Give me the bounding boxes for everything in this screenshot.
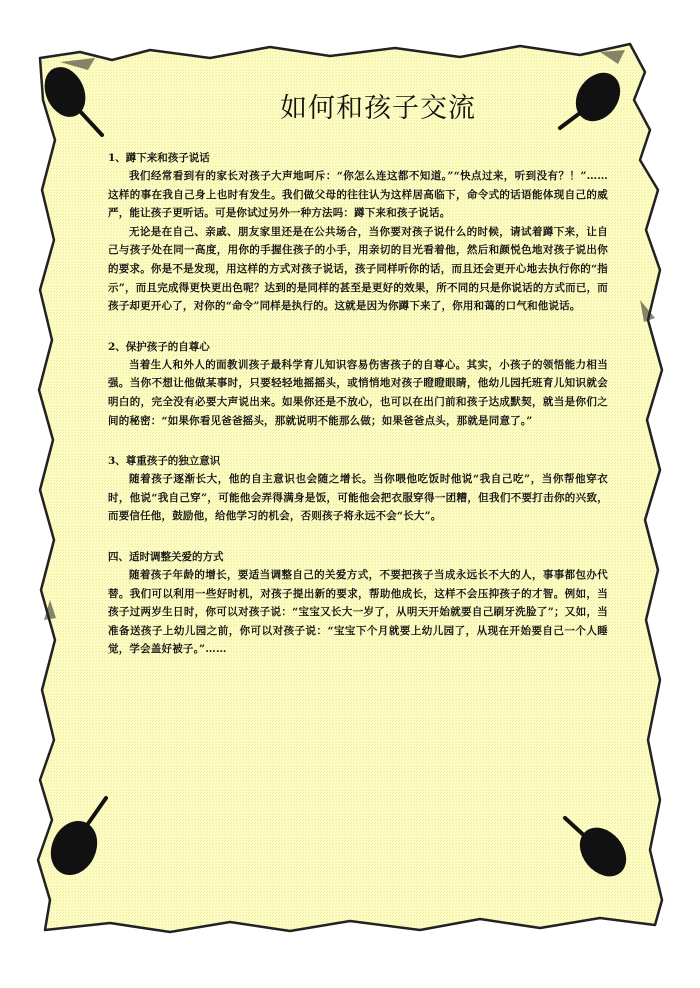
section-squat-down (108, 149, 608, 316)
section-heading: 四、适时调整关爱的方式 (108, 550, 224, 563)
section-self-esteem (108, 338, 608, 430)
section-heading: 2、保护孩子的自尊心 (108, 340, 210, 353)
paragraph: 随着孩子年龄的增长，要适当调整自己的关爱方式，不要把孩子当成永远长不大的人，事事都包办代替。我们可以利用一些好时机，对孩子提出新的要求，帮助他成长，这样不会压抑孩子的才智。例如，当孩子过两岁生日时，你可以对孩子说：“宝宝又长大一岁了，从明天开始就要自己刷牙洗脸了”；又如，当准备送孩子上幼儿园之前，你可以对孩子说：“宝宝下个月就要上幼儿园了，从现在开始要自己一个人睡觉，学会盖好被子。”…… (108, 568, 608, 656)
section-adjust-care (108, 548, 608, 659)
paragraph: 无论是在自己、亲戚、朋友家里还是在公共场合，当你要对孩子说什么的时候，请试着蹲下来，让自己与孩子处在同一高度，用你的手握住孩子的小手，用亲切的目光看着他，然后和颜悦色地对孩子说出你的要求。你是不是发现，用这样的方式对孩子说话，孩子同样听你的话，而且还会更开心地去执行你的“指示”，而且完成得更快更出色呢？达到的是同样的甚至是更好的效果，所不同的只是你说话的方式而已，而孩子却更开心了，对你的“命令”同样是执行的。这就是因为你蹲下来了，你用和蔼的口气和他说话。 (108, 225, 608, 313)
article (108, 80, 608, 681)
paragraph: 我们经常看到有的家长对孩子大声地呵斥：“你怎么连这都不知道。”“快点过来，听到没有？！”……这样的事在我自己身上也时有发生。我们做父母的往往认为这样居高临下，命令式的话语能体现自己的威严，能让孩子更听话。可是你试过另外一种方法吗：蹲下来和孩子说话。 (108, 170, 608, 220)
section-independence (108, 452, 608, 526)
section-heading: 1、蹲下来和孩子说话 (108, 152, 210, 164)
paragraph: 当着生人和外人的面教训孩子最科学育儿知识容易伤害孩子的自尊心。其实，小孩子的领悟能力相当强。当你不想让他做某事时，只要轻轻地摇摇头，或悄悄地对孩子瞪瞪眼睛，他幼儿园托班育儿知识就会明白的，完全没有必要大声说出来。如果你还是不放心，也可以在出门前和孩子达成默契，就当是你们之间的秘密：“如果你看见爸爸摇头，那就说明不能那么做；如果爸爸点头，那就是同意了。” (108, 358, 608, 427)
section-heading: 3、尊重孩子的独立意识 (108, 455, 221, 468)
paragraph: 随着孩子逐渐长大，他的自主意识也会随之增长。当你喂他吃饭时他说“我自己吃”，当你帮他穿衣时，他说“我自己穿”，可能他会弄得满身是饭，可能他会把衣服穿得一团糟，但我们不要打击你的兴致，而要信任他，鼓励他，给他学习的机会，否则孩子将永远不会“长大”。 (108, 473, 608, 523)
page-title: 如何和孩子交流 (280, 93, 476, 124)
